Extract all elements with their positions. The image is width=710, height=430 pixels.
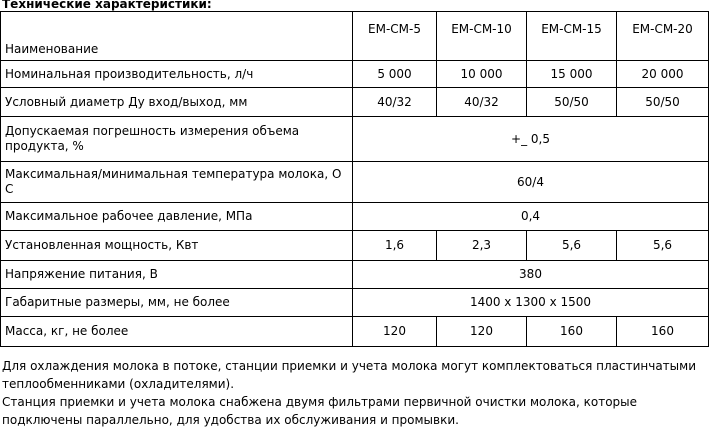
row-name: Максимальная/минимальная температура молока, О С (1, 162, 353, 203)
header-model-em-sm-20: ЕМ-СМ-20 (617, 12, 709, 61)
row-value: 2,3 (437, 231, 527, 261)
row-value: 40/32 (353, 88, 437, 117)
table-row-temperature (1, 162, 709, 203)
row-name: Габаритные размеры, мм, не более (1, 289, 353, 317)
row-value: 1,6 (353, 231, 437, 261)
row-name: Условный диаметр Ду вход/выход, мм (1, 88, 353, 117)
table-row-pressure (1, 203, 709, 231)
row-merged-value: 1400 х 1300 х 1500 (353, 289, 709, 317)
table-row-dimensions (1, 289, 709, 317)
notes-block (2, 357, 708, 429)
row-value: 5,6 (617, 231, 709, 261)
row-name: Номинальная производительность, л/ч (1, 61, 353, 88)
row-value: 120 (437, 317, 527, 347)
table-row-mass (1, 317, 709, 347)
row-value: 20 000 (617, 61, 709, 88)
row-value: 160 (527, 317, 617, 347)
header-model-em-sm-5: ЕМ-СМ-5 (353, 12, 437, 61)
table-row-voltage (1, 261, 709, 289)
header-name-cell: Наименование (1, 12, 353, 61)
row-name: Установленная мощность, Квт (1, 231, 353, 261)
section-heading: Технические характеристики: (2, 0, 212, 11)
row-value: 160 (617, 317, 709, 347)
header-model-em-sm-15: ЕМ-СМ-15 (527, 12, 617, 61)
table-row-accuracy (1, 117, 709, 162)
row-name: Максимальное рабочее давление, МПа (1, 203, 353, 231)
specifications-table (0, 11, 709, 347)
table-row-capacity (1, 61, 709, 88)
note-paragraph-filters: Станция приемки и учета молока снабжена двумя фильтрами первичной очистки молока, которые подключены параллельно, для удобства их обслуживания и промывки. (2, 395, 638, 427)
header-model-em-sm-10: ЕМ-СМ-10 (437, 12, 527, 61)
row-value: 40/32 (437, 88, 527, 117)
row-value: 5,6 (527, 231, 617, 261)
row-merged-value: 0,4 (353, 203, 709, 231)
table-row-power (1, 231, 709, 261)
row-merged-value: 60/4 (353, 162, 709, 203)
row-value: 5 000 (353, 61, 437, 88)
row-value: 50/50 (617, 88, 709, 117)
row-value: 50/50 (527, 88, 617, 117)
note-paragraph-cooling: Для охлаждения молока в потоке, станции приемки и учета молока могут комплектоваться пластинчатыми теплообменниками (охладителями). (2, 359, 697, 391)
row-value: 15 000 (527, 61, 617, 88)
row-value: 10 000 (437, 61, 527, 88)
row-merged-value: +_ 0,5 (353, 117, 709, 162)
row-name: Масса, кг, не более (1, 317, 353, 347)
row-merged-value: 380 (353, 261, 709, 289)
row-name: Напряжение питания, В (1, 261, 353, 289)
row-value: 120 (353, 317, 437, 347)
table-header-row (1, 12, 709, 61)
table-row-diameter (1, 88, 709, 117)
row-name: Допускаемая погрешность измерения объема продукта, % (1, 117, 353, 162)
